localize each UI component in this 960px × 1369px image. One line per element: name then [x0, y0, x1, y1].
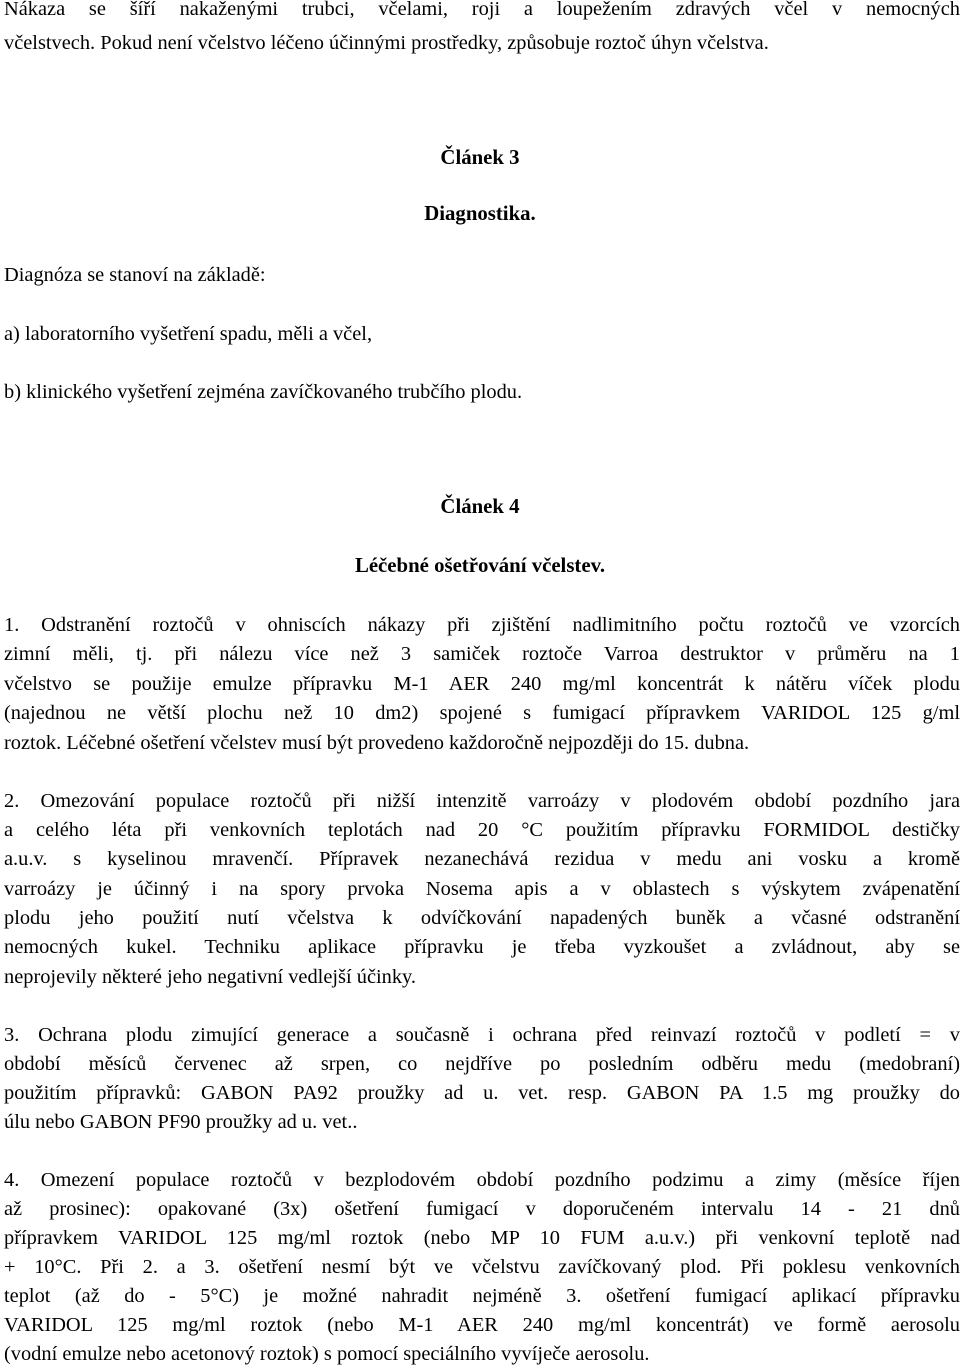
paragraph-4-line: VARIDOL 125 mg/ml roztok (nebo M-1 AER 240 mg/ml koncentrát) ve formě aerosolu [4, 1314, 960, 1336]
paragraph-2-line: a celého léta při venkovních teplotách nad 20 °C použitím přípravku FORMIDOL destičky [4, 819, 960, 841]
paragraph-1-line: roztok. Léčebné ošetření včelstev musí být provedeno každoročně nejpozději do 15. dubna. [4, 732, 750, 754]
paragraph-2-line: a.u.v. s kyselinou mravenčí. Přípravek nezanechává rezidua v medu ani vosku a kromě [4, 848, 960, 870]
article-3-title: Diagnostika. [424, 202, 536, 225]
intro-line-2: včelstvech. Pokud není včelstvo léčeno účinnými prostředky, způsobuje roztoč úhyn včelstva. [4, 32, 769, 54]
paragraph-4-line: + 10°C. Při 2. a 3. ošetření nesmí být ve včelstvu zavíčkovaný plod. Při poklesu venkovních [4, 1256, 960, 1278]
paragraph-1-line: 1. Odstranění roztočů v ohniscích nákazy při zjištění nadlimitního počtu roztočů ve vzorcích [4, 614, 960, 636]
paragraph-4-line: přípravkem VARIDOL 125 mg/ml roztok (nebo MP 10 FUM a.u.v.) při venkovní teplotě nad [4, 1227, 960, 1249]
article-3-number: Článek 3 [440, 146, 520, 169]
paragraph-1-line: (najednou ne větší plochu než 10 dm2) spojené s fumigací přípravkem VARIDOL 125 g/ml [4, 702, 960, 724]
paragraph-3-line: 3. Ochrana plodu zimující generace a současně i ochrana před reinvazí roztočů v podletí = v [4, 1024, 960, 1046]
paragraph-3-line: úlu nebo GABON PF90 proužky ad u. vet.. [4, 1111, 358, 1133]
paragraph-4-line: teplot (až do - 5°C) je možné nahradit nejméně 3. ošetření fumigací aplikací přípravku [4, 1285, 960, 1307]
paragraph-2-line: neprojevily některé jeho negativní vedlejší účinky. [4, 966, 417, 988]
article-3-item-b: b) klinického vyšetření zejména zavíčkovaného trubčího plodu. [4, 381, 523, 403]
paragraph-1-line: včelstvo se použije emulze přípravku M-1 AER 240 mg/ml koncentrát k nátěru víček plodu [4, 673, 960, 695]
paragraph-4-line: 4. Omezení populace roztočů v bezplodovém období pozdního podzimu a zimy (měsíce říjen [4, 1169, 960, 1191]
paragraph-2-line: plodu jeho použití nutí včelstva k odvíčkování napadených buněk a včasné odstranění [4, 907, 960, 929]
paragraph-1-line: zimní měli, tj. při nálezu více než 3 samiček roztoče Varroa destruktor v průměru na 1 [4, 643, 960, 665]
paragraph-4-line: (vodní emulze nebo acetonový roztok) s pomocí speciálního vyvíječe aerosolu. [4, 1343, 650, 1365]
article-4-title: Léčebné ošetřování včelstev. [354, 554, 606, 577]
paragraph-4-line: až prosinec): opakované (3x) ošetření fumigací v doporučeném intervalu 14 - 21 dnů [4, 1198, 960, 1220]
paragraph-2-line: varroázy je účinný i na spory prvoka Nosema apis a v oblastech s výskytem zvápenatění [4, 878, 960, 900]
article-3-intro: Diagnóza se stanoví na základě: [4, 264, 266, 286]
paragraph-3-line: období měsíců červenec až srpen, co nejdříve po posledním odběru medu (medobraní) [4, 1053, 960, 1075]
article-3-item-a: a) laboratorního vyšetření spadu, měli a včel, [4, 323, 373, 345]
paragraph-3-line: použitím přípravků: GABON PA92 proužky ad u. vet. resp. GABON PA 1.5 mg proužky do [4, 1082, 960, 1104]
paragraph-2-line: nemocných kukel. Techniku aplikace přípravku je třeba vyzkoušet a zvládnout, aby se [4, 936, 960, 958]
paragraph-2-line: 2. Omezování populace roztočů při nižší intenzitě varroázy v plodovém období pozdního jara [4, 790, 960, 812]
intro-line-1: Nákaza se šíří nakaženými trubci, včelami, roji a loupežením zdravých včel v nemocných [4, 0, 960, 20]
article-4-number: Článek 4 [440, 495, 520, 518]
